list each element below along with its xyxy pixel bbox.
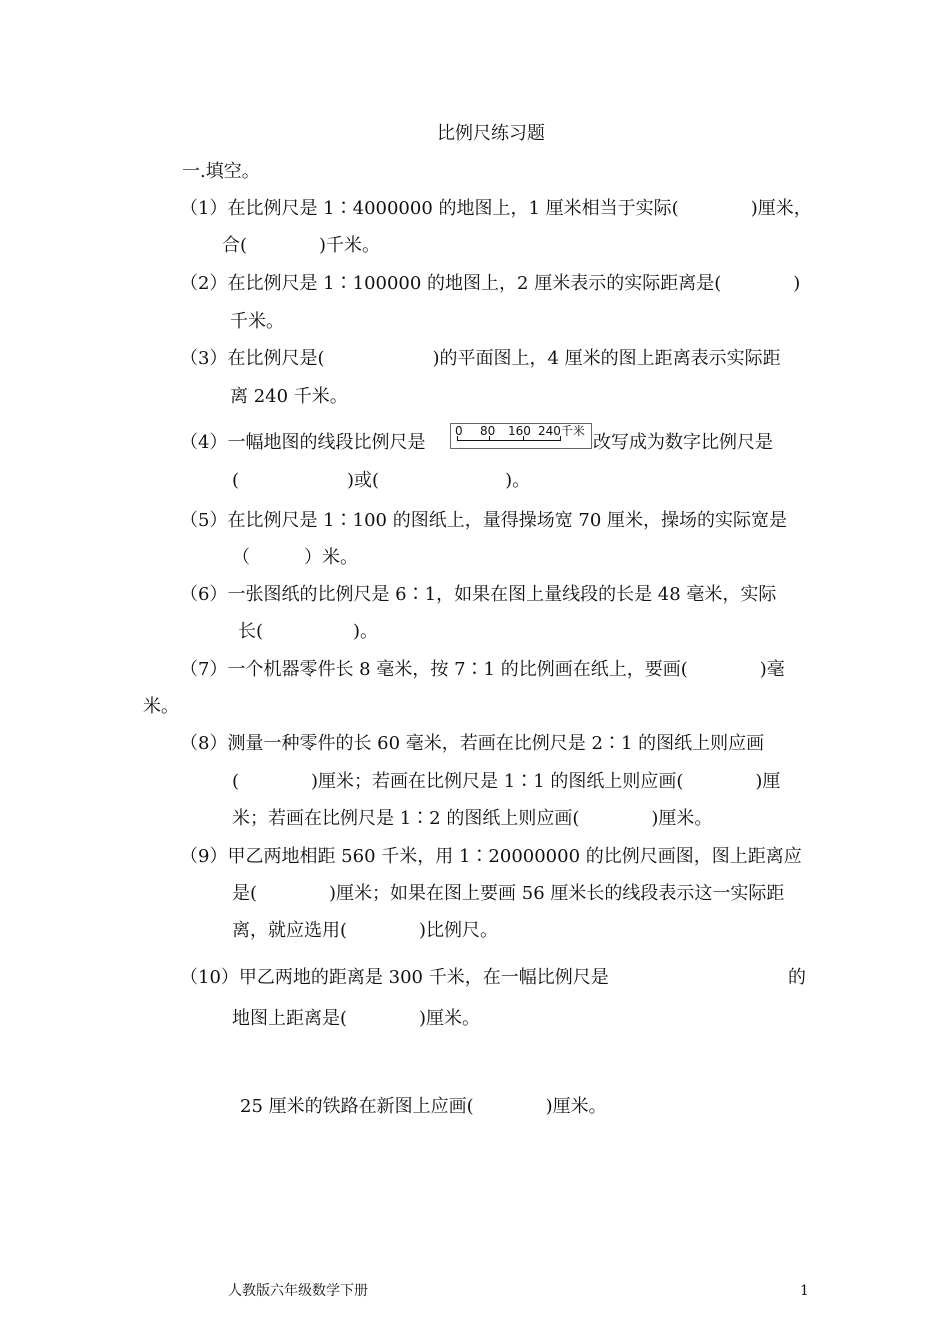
question-3-line-1: （3）在比例尺是( )的平面图上，4 厘米的图上距离表示实际距 [180,348,781,369]
scale-tick [523,436,524,441]
question-1-line-2: 合( )千米。 [222,235,381,256]
question-4-line-1-end: 改写成为数字比例尺是 [593,432,773,453]
question-4-line-1-start: （4）一幅地图的线段比例尺是 [180,432,426,453]
question-10-line-2: 地图上距离是( )厘米。 [232,1008,481,1029]
scale-tick [560,436,561,441]
scale-label-0: 0 [455,424,463,438]
page-title: 比例尺练习题 [437,123,545,144]
question-7-line-1: （7）一个机器零件长 8 毫米，按 7∶1 的比例画在纸上，要画( )毫 [180,659,785,680]
scale-label-80: 80 [480,424,496,438]
question-6-line-1: （6）一张图纸的比例尺是 6∶1，如果在图上量线段的长是 48 毫米，实际 [180,584,777,605]
question-5-line-2: （ ）米。 [232,547,358,568]
question-1-line-1: （1）在比例尺是 1∶4000000 的地图上，1 厘米相当于实际( )厘米， [180,198,812,219]
question-5-line-1: （5）在比例尺是 1∶100 的图纸上，量得操场宽 70 厘米，操场的实际宽是 [180,510,788,531]
section-heading: 一.填空。 [182,161,260,182]
footer-text: 人教版六年级数学下册 [228,1283,368,1299]
question-8-line-2: ( )厘米；若画在比例尺是 1∶1 的图纸上则应画( )厘 [232,771,781,792]
question-10-line-1-start: （10）甲乙两地的距离是 300 千米，在一幅比例尺是 [180,967,609,988]
question-9-line-2: 是( )厘米；如果在图上要画 56 厘米长的线段表示这一实际距 [232,883,785,904]
question-2-line-2: 千米。 [230,311,284,332]
question-4-line-2: ( )或( )。 [232,470,531,491]
question-3-line-2: 离 240 千米。 [230,386,348,407]
scale-bar-figure [450,423,592,449]
question-8-line-3: 米；若画在比例尺是 1∶2 的图纸上则应画( )厘米。 [232,808,713,829]
scale-tick [457,436,458,441]
question-8-line-1: （8）测量一种零件的长 60 毫米，若画在比例尺是 2∶1 的图纸上则应画 [180,733,765,754]
question-9-line-3: 离，就应选用( )比例尺。 [232,920,499,941]
question-6-line-2: 长( )。 [238,621,379,642]
page-number: 1 [800,1283,809,1299]
question-9-line-1: （9）甲乙两地相距 560 千米，用 1∶20000000 的比例尺画图，图上距离应 [180,846,802,867]
question-10-line-1-end: 的 [788,967,806,988]
question-7-line-2: 米。 [143,696,179,717]
extra-line: 25 厘米的铁路在新图上应画( )厘米。 [240,1096,607,1117]
scale-label-240: 240千米 [538,424,585,438]
scale-label-160: 160 [508,424,531,438]
scale-line [457,440,561,441]
question-2-line-1: （2）在比例尺是 1∶100000 的地图上，2 厘米表示的实际距离是( ) [180,273,801,294]
scale-tick [489,436,490,441]
